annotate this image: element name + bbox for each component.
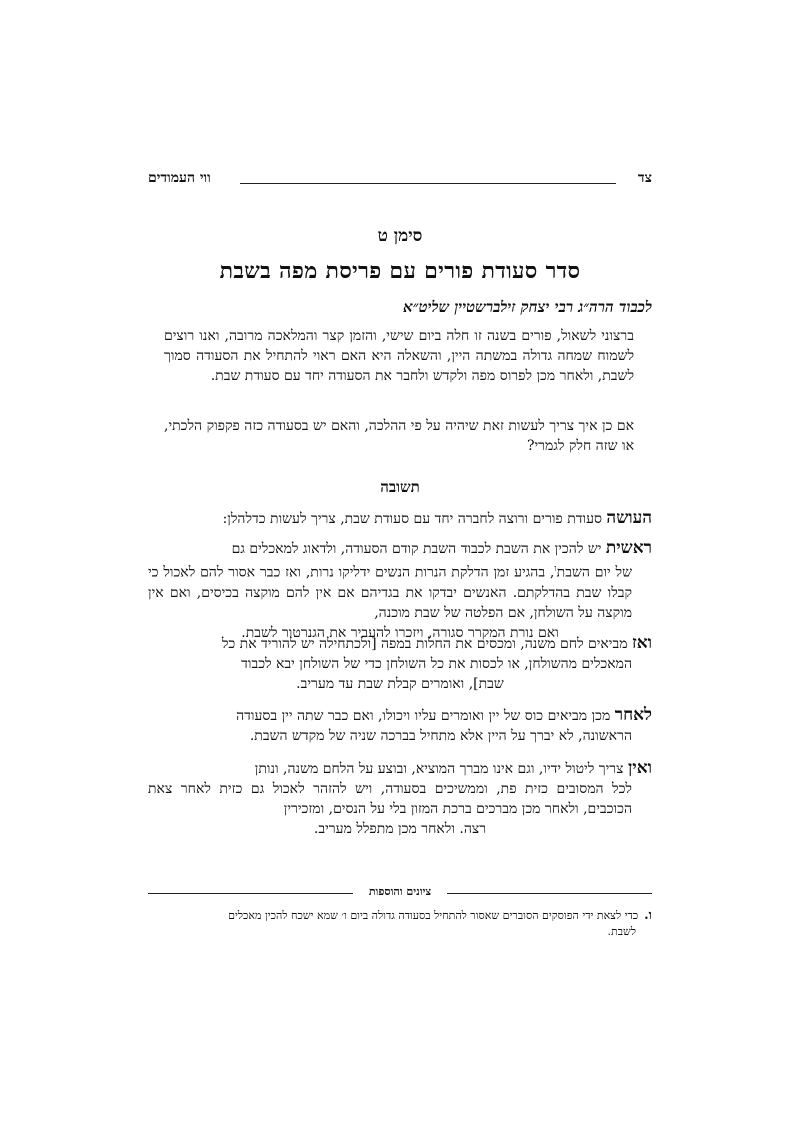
paragraph-text: מביאים לחם משנה, ומכסים את החלות במפה [ולכתחילה יש להוריד את כל <box>221 636 632 652</box>
answer-paragraph-first <box>148 538 652 643</box>
lead-word: ואז <box>631 633 652 653</box>
dedication-line: לכבוד הרה״ג רבי יצחק זילברשטיין שליט״א <box>403 298 652 316</box>
paragraph-last-line: ואם נורת המקרר סגורה, ויזכרו להעביר את הגנרטור לשבת. <box>241 624 559 641</box>
paragraph-continuation: לכל המסובים כזית פת, וממשיכים בסעודה, ויש להזהר לאכול גם כזית לאחר צאת הכוכבים, ולאחר מכן מברכים ברכת המזון בלי על הנסים, ומזכירין <box>148 781 632 817</box>
paragraph-text: , בהגיע זמן הדלקת הנרות הנשים ידליקו נרות, ואז כבר אסור להם לאכול כי קבלו שבת בהדלקתם. האנשים יבדקו את בגדיהם אם אין להם מוקצה בכיסים, ואם אין מוקצה על השולחן, אם הפלטה של שבת מוכנה, <box>148 564 632 621</box>
paragraph-last-line: רצה. ולאחר מכן מתפלל מעריב. <box>313 821 487 837</box>
paragraph-continuation: הראשונה, לא יברך על היין אלא מתחיל בברכה שניה של מקדש השבת. <box>249 728 632 744</box>
answer-heading: תשובה <box>380 478 420 496</box>
paragraph-text: צריך ליטול ידיו, וגם אינו מברך המוציא, ובוצע על הלחם משנה, ונותן <box>254 761 628 777</box>
paragraph-text: יש להכין את השבת לכבוד השבת קודם הסעודה, ולדאוג למאכלים גם <box>231 541 606 557</box>
question-paragraph-1: ברצוני לשאול, פורים בשנה זו חלה ביום שישי, והזמן קצר והמלאכה מרובה, ואנו רוצים לשמוח שמחה גדולה במשתה היין, והשאלה היא האם ראוי להתחיל את הסעודה סמוך לשבת, ולאחר מכן לפרוס מפה ולקדש ולחבר את הסעודה יחד עם סעודת שבת. <box>164 328 634 384</box>
answer-paragraph-second <box>148 633 652 694</box>
lead-word: העושה <box>606 508 652 528</box>
answer-paragraph-intro <box>148 508 652 529</box>
footnote-text: כדי לצאת ידי הפוסקים הסוברים שאסור להתחיל בסעודה גדולה ביום ו׳ שמא ישכח להכין מאכלים <box>228 909 639 922</box>
separator-rule <box>447 893 652 894</box>
paragraph-continuation: המאכלים מהשולחן, או לכסות את כל השולחן כדי של השולחן יבא לכבוד <box>241 656 632 672</box>
siman-number: סימן ט <box>377 226 423 246</box>
footnote-mark: ו. <box>644 908 652 923</box>
footnotes-label: ציונים והוספות <box>368 885 432 898</box>
book-title: ווי העמודים <box>148 170 211 186</box>
paragraph-text: של יום השבת <box>556 564 632 581</box>
separator-rule <box>148 893 353 894</box>
footnotes-separator <box>148 885 652 901</box>
running-header <box>148 170 652 190</box>
question-paragraph-2: אם כן איך צריך לעשות זאת שיהיה על פי ההלכה, והאם יש בסעודה כזה פקפוק הלכתי, או שזה חלק לגמרי? <box>164 418 634 454</box>
footnote-continuation: לשבת. <box>607 925 636 938</box>
lead-word: ואין <box>627 758 652 778</box>
page-title: סדר סעודת פורים עם פריסת מפה בשבת <box>219 258 581 284</box>
header-rule <box>240 183 616 184</box>
lead-word: ראשית <box>605 538 652 558</box>
footnote-item <box>148 908 652 940</box>
paragraph-last-line: שבת], ואומרים קבלת שבת עד מעריב. <box>296 676 504 692</box>
paragraph-text: סעודת פורים ורוצה לחברה יחד עם סעודת שבת, צריך לעשות כדלהלן: <box>222 511 607 527</box>
footnote-ref[interactable]: ו <box>554 564 557 574</box>
answer-paragraph-third <box>148 705 652 746</box>
paragraph-text: מכן מביאים כוס של יין ואומרים עליו ויכולו, ואם כבר שתה יין בסעודה <box>236 708 615 724</box>
paragraph-continuation <box>148 559 652 623</box>
page-number: צד <box>637 170 652 186</box>
answer-paragraph-fourth <box>148 758 652 839</box>
lead-word: לאחר <box>614 705 652 725</box>
